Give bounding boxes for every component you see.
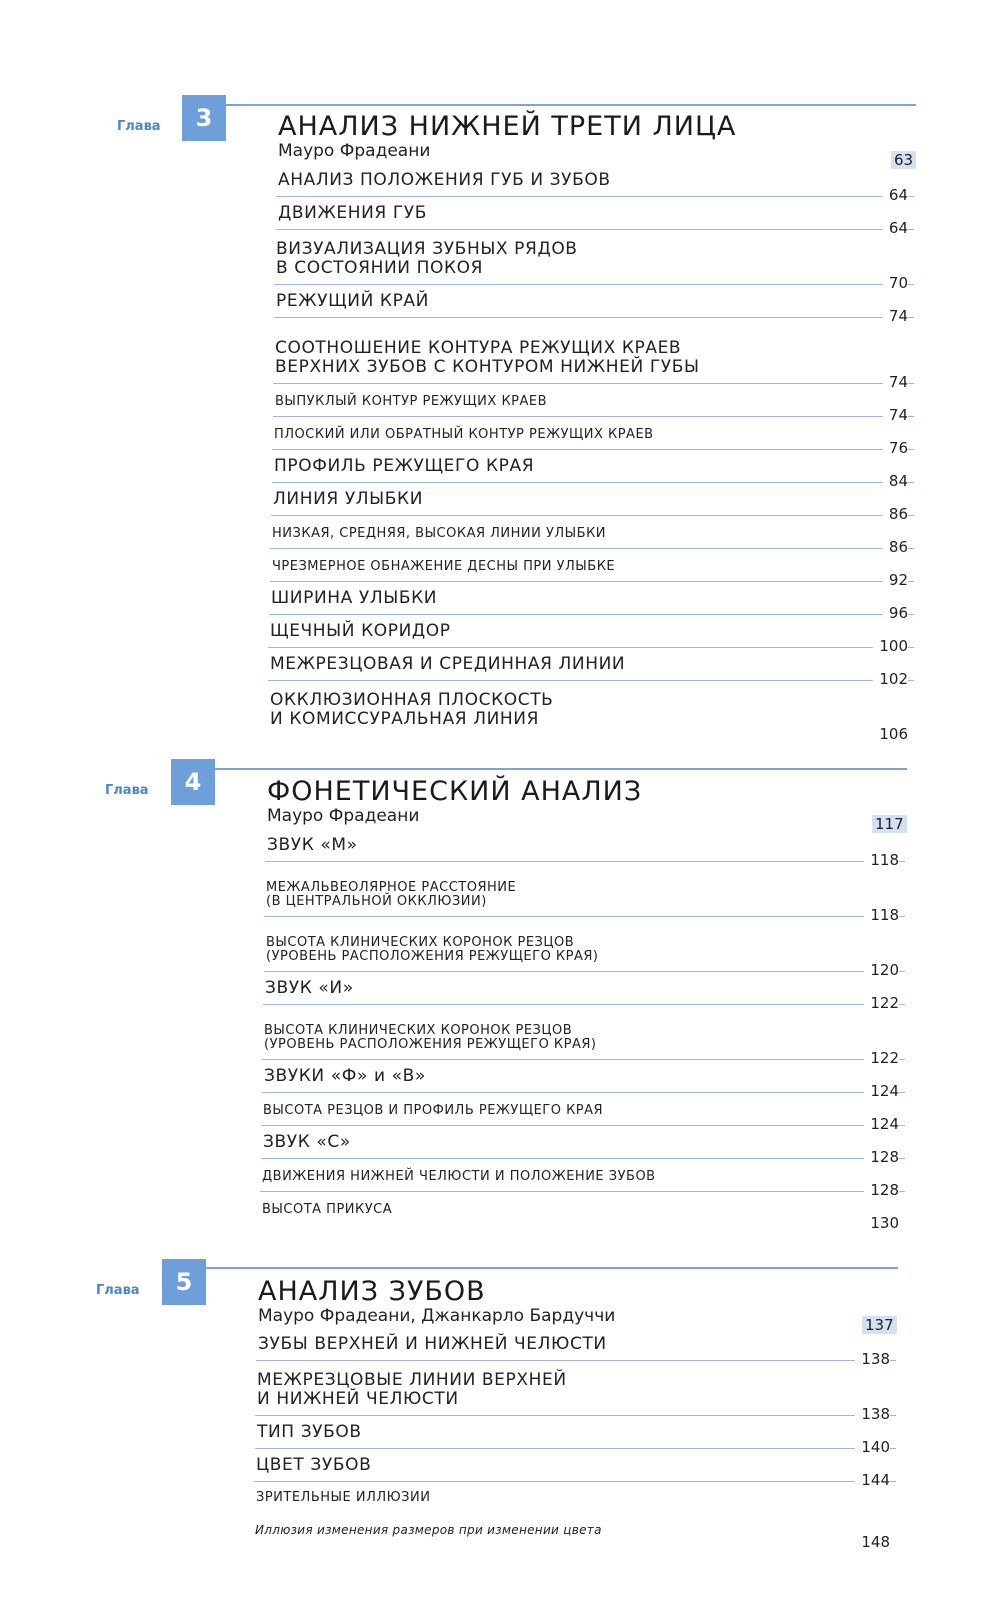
toc-entry[interactable] — [254, 1482, 896, 1512]
toc-entry-title: ДВИЖЕНИЯ ГУБ — [278, 202, 428, 223]
toc-entry[interactable] — [255, 1361, 896, 1423]
toc-entry-page: 124 — [864, 1115, 899, 1133]
toc-entry-title: ЗВУК «С» — [263, 1131, 351, 1152]
chapter-title[interactable]: ФОНЕТИЧЕСКИЙ АНАЛИЗ — [267, 776, 643, 807]
chapter-label: Глава — [96, 1283, 140, 1298]
chapter-number-badge: 4 — [171, 759, 215, 805]
toc-entry-title: СООТНОШЕНИЕ КОНТУРА РЕЖУЩИХ КРАЕВ ВЕРХНИХ ЗУБОВ С КОНТУРОМ НИЖНЕЙ ГУБЫ — [275, 337, 700, 377]
toc-entry-title: ДВИЖЕНИЯ НИЖНЕЙ ЧЕЛЮСТИ И ПОЛОЖЕНИЕ ЗУБОВ — [262, 1169, 656, 1185]
toc-entry-page: 100 — [873, 637, 908, 655]
toc-entry-page: 124 — [864, 1082, 899, 1100]
toc-entry-title: ВЫСОТА КЛИНИЧЕСКИХ КОРОНОК РЕЗЦОВ (УРОВЕНЬ РАСПОЛОЖЕНИЯ РЕЖУЩЕГО КРАЯ) — [264, 1022, 597, 1053]
chapter-label: Глава — [105, 783, 149, 798]
toc-entry-title: ВЫПУКЛЫЙ КОНТУР РЕЖУЩИХ КРАЕВ — [275, 394, 548, 410]
toc-entry-page: 120 — [864, 961, 899, 979]
toc-entry-page: 86 — [883, 538, 908, 556]
toc-entry-page: 122 — [864, 994, 899, 1012]
chapter-label: Глава — [117, 119, 161, 134]
chapter-number-badge: 5 — [162, 1259, 206, 1305]
toc-entry-title: РЕЖУЩИЙ КРАЙ — [276, 290, 429, 311]
chapter-author: Мауро Фрадеани — [267, 806, 420, 826]
chapter-author: Мауро Фрадеани, Джанкарло Бардуччи — [258, 1306, 616, 1326]
toc-entry-page: 148 — [855, 1533, 890, 1551]
toc-entry-title: ЦВЕТ ЗУБОВ — [256, 1454, 372, 1475]
toc-entry-page: 96 — [883, 604, 908, 622]
toc-entry-page: 76 — [883, 439, 908, 457]
toc-entry-title: ЗУБЫ ВЕРХНЕЙ И НИЖНЕЙ ЧЕЛЮСТИ — [258, 1333, 607, 1354]
toc-entry-title: ВЫСОТА ПРИКУСА — [262, 1202, 393, 1218]
toc-entry-title: АНАЛИЗ ПОЛОЖЕНИЯ ГУБ И ЗУБОВ — [278, 169, 611, 190]
chapter-divider — [206, 1267, 898, 1269]
chapter-page-number[interactable]: 137 — [862, 1316, 897, 1334]
toc-entry-title: ЗВУК «И» — [265, 977, 354, 998]
toc-entry-page: 138 — [855, 1350, 890, 1368]
toc-entry-page: 74 — [883, 307, 908, 325]
toc-entry-title: ЧРЕЗМЕРНОЕ ОБНАЖЕНИЕ ДЕСНЫ ПРИ УЛЫБКЕ — [272, 559, 616, 575]
toc-entry-page: 128 — [864, 1148, 899, 1166]
toc-entry-title: ПРОФИЛЬ РЕЖУЩЕГО КРАЯ — [274, 455, 535, 476]
toc-entry-title: ПЛОСКИЙ ИЛИ ОБРАТНЫЙ КОНТУР РЕЖУЩИХ КРАЕВ — [274, 427, 654, 443]
chapter-title[interactable]: АНАЛИЗ НИЖНЕЙ ТРЕТИ ЛИЦА — [278, 111, 737, 142]
toc-entry-page: 70 — [883, 274, 908, 292]
toc-entry[interactable] — [255, 1416, 896, 1456]
toc-entry-page: 122 — [864, 1049, 899, 1067]
toc-entry-page: 74 — [883, 406, 908, 424]
chapter-title[interactable]: АНАЛИЗ ЗУБОВ — [258, 1276, 486, 1307]
toc-entry-title: ВЫСОТА КЛИНИЧЕСКИХ КОРОНОК РЕЗЦОВ (УРОВЕНЬ РАСПОЛОЖЕНИЯ РЕЖУЩЕГО КРАЯ) — [266, 934, 599, 965]
toc-entry-title: МЕЖАЛЬВЕОЛЯРНОЕ РАССТОЯНИЕ (В ЦЕНТРАЛЬНОЙ ОККЛЮЗИИ) — [266, 879, 517, 910]
toc-entry-page: 128 — [864, 1181, 899, 1199]
toc-entry-title: ВЫСОТА РЕЗЦОВ И ПРОФИЛЬ РЕЖУЩЕГО КРАЯ — [263, 1103, 604, 1119]
toc-entry-page: 64 — [883, 186, 908, 204]
toc-entry[interactable] — [254, 1449, 896, 1489]
toc-entry-page: 86 — [883, 505, 908, 523]
toc-entry-page: 118 — [864, 906, 899, 924]
toc-entry-page: 118 — [864, 851, 899, 869]
toc-entry-title: ЛИНИЯ УЛЫБКИ — [273, 488, 424, 509]
toc-entry-page: 64 — [883, 219, 908, 237]
chapter-page-number[interactable]: 63 — [891, 151, 916, 169]
toc-entry-page: 140 — [855, 1438, 890, 1456]
toc-entry-page: 138 — [855, 1405, 890, 1423]
toc-entry-title: МЕЖРЕЗЦОВЫЕ ЛИНИИ ВЕРХНЕЙ И НИЖНЕЙ ЧЕЛЮСТИ — [257, 1369, 567, 1409]
toc-entry[interactable] — [256, 1328, 896, 1368]
toc-entry-title: МЕЖРЕЗЦОВАЯ И СРЕДИННАЯ ЛИНИИ — [270, 653, 626, 674]
toc-entry-page: 130 — [864, 1214, 899, 1232]
toc-entry-title: ОККЛЮЗИОННАЯ ПЛОСКОСТЬ И КОМИССУРАЛЬНАЯ ЛИНИЯ — [270, 689, 554, 729]
toc-entry-title: НИЗКАЯ, СРЕДНЯЯ, ВЫСОКАЯ ЛИНИИ УЛЫБКИ — [272, 526, 607, 542]
toc-entry-page: 102 — [873, 670, 908, 688]
toc-entry[interactable] — [253, 1513, 896, 1551]
chapter-page-number[interactable]: 117 — [872, 815, 907, 833]
toc-entry-title: ВИЗУАЛИЗАЦИЯ ЗУБНЫХ РЯДОВ В СОСТОЯНИИ ПОКОЯ — [276, 238, 578, 278]
toc-entry-title: ЗВУК «М» — [267, 834, 358, 855]
chapter-author: Мауро Фрадеани — [278, 141, 431, 161]
toc-entry-page: 84 — [883, 472, 908, 490]
toc-entry-title: ЗРИТЕЛЬНЫЕ ИЛЛЮЗИИ — [256, 1490, 431, 1506]
toc-entry-title: ШИРИНА УЛЫБКИ — [271, 587, 438, 608]
toc-entry-page: 106 — [873, 725, 908, 743]
toc-entry-page: 92 — [883, 571, 908, 589]
chapter-number-badge: 3 — [182, 95, 226, 141]
toc-entry-title: ЗВУКИ «Ф» и «В» — [264, 1065, 426, 1086]
toc-entry-page: 74 — [883, 373, 908, 391]
toc-entry-title: ЩЕЧНЫЙ КОРИДОР — [270, 620, 451, 641]
toc-entry-page: 144 — [855, 1471, 890, 1489]
toc-entry-title: Иллюзия изменения размеров при изменении цвета — [255, 1522, 602, 1537]
toc-entry-title: ТИП ЗУБОВ — [257, 1421, 362, 1442]
